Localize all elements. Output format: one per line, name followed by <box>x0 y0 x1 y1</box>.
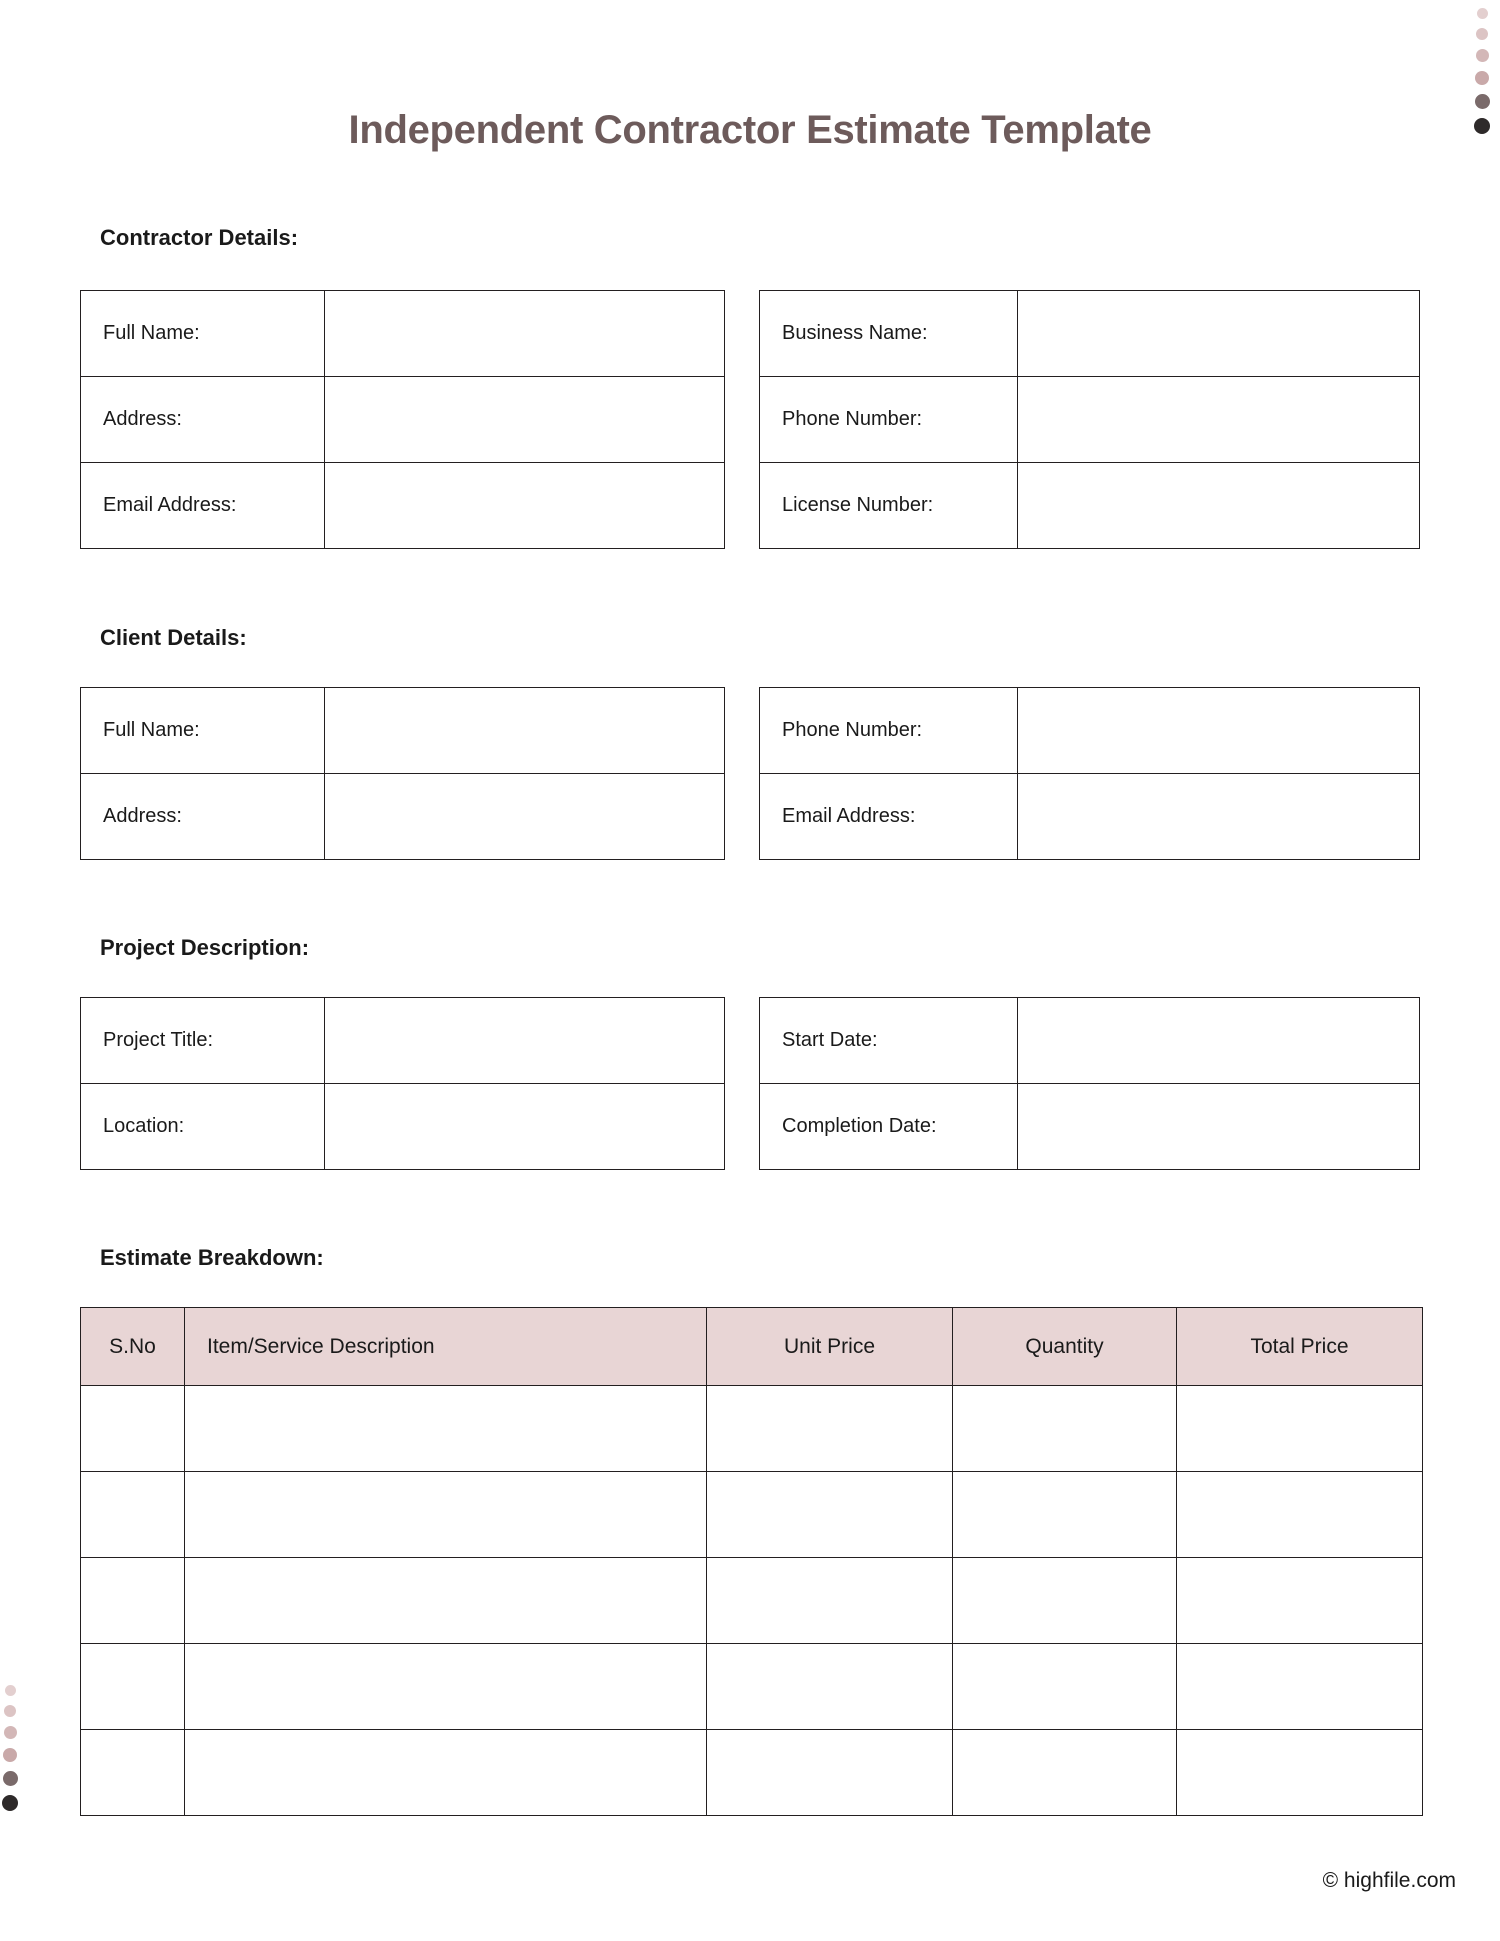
decorative-dots-right <box>1474 8 1490 134</box>
cell-total-price[interactable] <box>1177 1558 1423 1644</box>
cell-total-price[interactable] <box>1177 1472 1423 1558</box>
field-label: Email Address: <box>81 463 325 549</box>
cell-unit-price[interactable] <box>707 1472 953 1558</box>
table-row <box>81 774 725 860</box>
estimate-breakdown-table-wrap <box>80 1307 1423 1816</box>
estimate-breakdown-heading: Estimate Breakdown: <box>100 1245 324 1270</box>
field-label: Phone Number: <box>760 688 1018 774</box>
project-left-table <box>80 997 725 1170</box>
cell-description[interactable] <box>185 1386 707 1472</box>
table-row <box>81 1084 725 1170</box>
table-row <box>81 1644 1423 1730</box>
field-label: Phone Number: <box>760 377 1018 463</box>
estimate-breakdown-heading-wrap <box>100 1245 324 1271</box>
cell-description[interactable] <box>185 1472 707 1558</box>
cell-sno[interactable] <box>81 1558 185 1644</box>
table-header-row <box>81 1308 1423 1386</box>
cell-quantity[interactable] <box>953 1472 1177 1558</box>
footer-attribution: © highfile.com <box>1322 1869 1456 1892</box>
cell-total-price[interactable] <box>1177 1386 1423 1472</box>
field-label: Full Name: <box>81 688 325 774</box>
cell-unit-price[interactable] <box>707 1386 953 1472</box>
contractor-details-heading-wrap <box>100 225 298 251</box>
field-value[interactable] <box>1018 377 1420 463</box>
estimate-breakdown-table <box>80 1307 1423 1816</box>
cell-description[interactable] <box>185 1558 707 1644</box>
project-description-heading: Project Description: <box>100 935 310 960</box>
field-value[interactable] <box>325 688 725 774</box>
client-left-table <box>80 687 725 860</box>
field-label: Email Address: <box>760 774 1018 860</box>
decorative-dots-left <box>2 1685 18 1811</box>
contractor-right-table <box>759 290 1420 549</box>
field-label: Address: <box>81 377 325 463</box>
field-value[interactable] <box>325 377 725 463</box>
table-row <box>81 998 725 1084</box>
table-row <box>760 463 1420 549</box>
cell-sno[interactable] <box>81 1730 185 1816</box>
field-value[interactable] <box>325 998 725 1084</box>
client-details-heading-wrap <box>100 625 247 651</box>
column-header-sno: S.No <box>81 1308 185 1386</box>
field-value[interactable] <box>1018 688 1420 774</box>
field-value[interactable] <box>1018 291 1420 377</box>
project-description-tables <box>80 997 1420 1170</box>
field-value[interactable] <box>1018 774 1420 860</box>
field-label: Completion Date: <box>760 1084 1018 1170</box>
field-value[interactable] <box>1018 1084 1420 1170</box>
column-header-description: Item/Service Description <box>185 1308 707 1386</box>
client-details-tables <box>80 687 1420 860</box>
field-label: Start Date: <box>760 998 1018 1084</box>
client-details-heading: Client Details: <box>100 625 247 650</box>
table-row <box>760 1084 1420 1170</box>
field-value[interactable] <box>325 291 725 377</box>
contractor-left-table <box>80 290 725 549</box>
field-label: Project Title: <box>81 998 325 1084</box>
table-row <box>760 998 1420 1084</box>
project-right-table <box>759 997 1420 1170</box>
table-row <box>760 774 1420 860</box>
field-label: Address: <box>81 774 325 860</box>
cell-sno[interactable] <box>81 1386 185 1472</box>
column-header-unit-price: Unit Price <box>707 1308 953 1386</box>
client-right-table <box>759 687 1420 860</box>
cell-sno[interactable] <box>81 1472 185 1558</box>
field-label: Full Name: <box>81 291 325 377</box>
field-value[interactable] <box>1018 463 1420 549</box>
page-title: Independent Contractor Estimate Template <box>348 108 1152 152</box>
field-label: Location: <box>81 1084 325 1170</box>
cell-total-price[interactable] <box>1177 1644 1423 1730</box>
cell-unit-price[interactable] <box>707 1730 953 1816</box>
cell-total-price[interactable] <box>1177 1730 1423 1816</box>
cell-description[interactable] <box>185 1730 707 1816</box>
project-description-heading-wrap <box>100 935 309 961</box>
table-row <box>81 1558 1423 1644</box>
cell-quantity[interactable] <box>953 1644 1177 1730</box>
table-row <box>81 688 725 774</box>
table-row <box>760 291 1420 377</box>
cell-quantity[interactable] <box>953 1558 1177 1644</box>
field-value[interactable] <box>1018 998 1420 1084</box>
table-row <box>760 688 1420 774</box>
field-value[interactable] <box>325 774 725 860</box>
contractor-details-heading: Contractor Details: <box>100 225 299 250</box>
table-row <box>81 377 725 463</box>
cell-unit-price[interactable] <box>707 1558 953 1644</box>
table-row <box>81 1386 1423 1472</box>
cell-description[interactable] <box>185 1644 707 1730</box>
table-row <box>81 463 725 549</box>
field-value[interactable] <box>325 1084 725 1170</box>
column-header-total-price: Total Price <box>1177 1308 1423 1386</box>
field-value[interactable] <box>325 463 725 549</box>
cell-quantity[interactable] <box>953 1386 1177 1472</box>
table-row <box>760 377 1420 463</box>
column-header-quantity: Quantity <box>953 1308 1177 1386</box>
cell-quantity[interactable] <box>953 1730 1177 1816</box>
contractor-details-tables <box>80 290 1420 549</box>
table-row <box>81 291 725 377</box>
table-row <box>81 1472 1423 1558</box>
table-row <box>81 1730 1423 1816</box>
cell-sno[interactable] <box>81 1644 185 1730</box>
field-label: Business Name: <box>760 291 1018 377</box>
field-label: License Number: <box>760 463 1018 549</box>
cell-unit-price[interactable] <box>707 1644 953 1730</box>
